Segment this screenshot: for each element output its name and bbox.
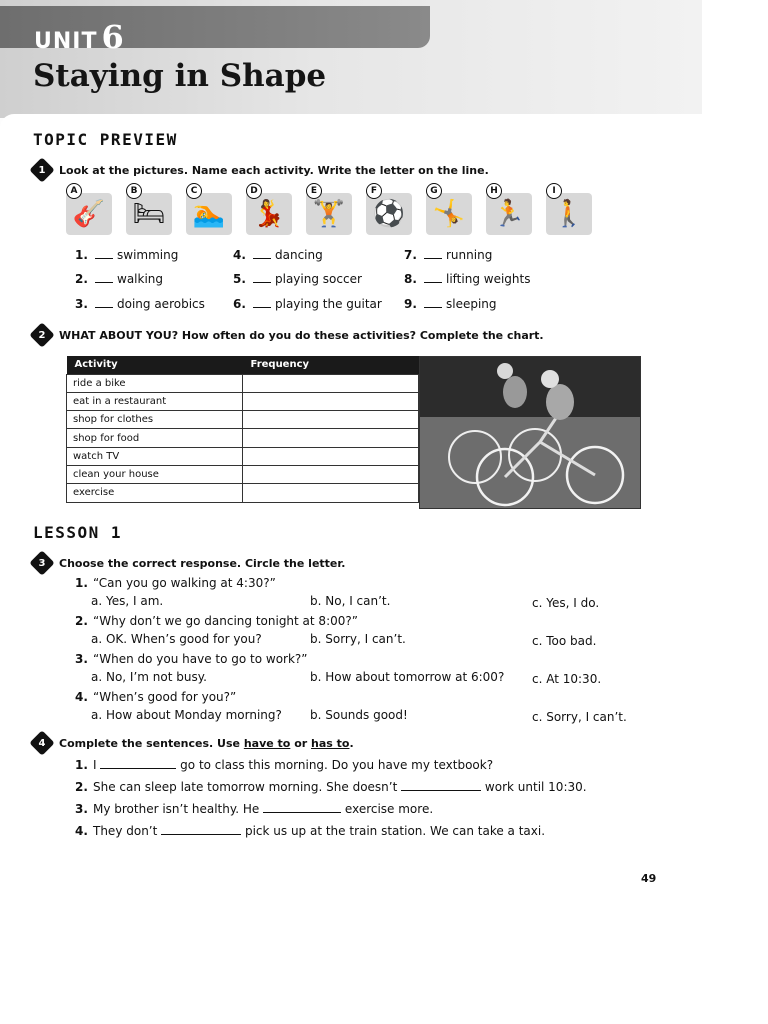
vocab-text: sleeping — [446, 297, 497, 311]
activity-icon: 🏃 — [486, 193, 532, 235]
sentence-number: 4. — [75, 824, 88, 838]
activity-icon: 💃 — [246, 193, 292, 235]
vocab-number: 3. — [75, 297, 88, 311]
sentence-answer-blank[interactable] — [401, 790, 481, 791]
lesson-1-heading: LESSON 1 — [33, 523, 123, 542]
answer-blank[interactable] — [253, 258, 271, 259]
sentence-item — [75, 758, 493, 772]
exercise-2-instruction — [33, 326, 544, 344]
option-a[interactable]: a. No, I’m not busy. — [91, 670, 207, 684]
sentence-number: 3. — [75, 802, 88, 816]
chart-activity-cell: shop for food — [67, 429, 243, 447]
chart-frequency-cell[interactable] — [243, 429, 419, 447]
chart-activity-cell: watch TV — [67, 447, 243, 465]
answer-blank[interactable] — [95, 307, 113, 308]
page-number: 49 — [641, 872, 657, 885]
chart-row — [67, 429, 419, 447]
exercise-1-text: Look at the pictures. Name each activity. Write the letter on the line. — [59, 163, 489, 177]
page-title: Staying in Shape — [33, 58, 327, 94]
chart-row — [67, 447, 419, 465]
question-number: 1. — [75, 576, 88, 590]
answer-blank[interactable] — [424, 258, 442, 259]
question-text: “Why don’t we go dancing tonight at 8:00?” — [93, 614, 358, 628]
unit-number: 6 — [101, 18, 125, 56]
sentence-before-blank: They don’t — [93, 824, 162, 838]
activity-icon: 🎸 — [66, 193, 112, 235]
chart-frequency-cell[interactable] — [243, 484, 419, 502]
option-b[interactable]: b. Sorry, I can’t. — [310, 632, 406, 646]
answer-blank[interactable] — [253, 307, 271, 308]
activity-picture-h — [486, 185, 532, 235]
picture-letter: G — [426, 183, 442, 199]
activity-icon: 🛏 — [126, 193, 172, 235]
option-c[interactable]: c. Sorry, I can’t. — [532, 710, 627, 724]
topic-preview-heading: TOPIC PREVIEW — [33, 130, 178, 149]
exercise-2-text: WHAT ABOUT YOU? How often do you do these activities? Complete the chart. — [59, 328, 544, 342]
question-text: “When’s good for you?” — [93, 690, 237, 704]
chart-header-activity: Activity — [67, 356, 243, 374]
vocab-item — [233, 272, 362, 286]
chart-frequency-cell[interactable] — [243, 374, 419, 392]
answer-blank[interactable] — [424, 307, 442, 308]
frequency-chart — [66, 356, 419, 503]
sentence-answer-blank[interactable] — [100, 768, 176, 769]
exercise-4-text: Complete the sentences. Use have to or has to. — [59, 736, 354, 750]
answer-blank[interactable] — [95, 282, 113, 283]
sentence-after-blank: work until 10:30. — [481, 780, 587, 794]
chart-activity-cell: exercise — [67, 484, 243, 502]
sentence-after-blank: pick us up at the train station. We can take a taxi. — [241, 824, 546, 838]
chart-row — [67, 374, 419, 392]
activity-picture-d — [246, 185, 292, 235]
chart-frequency-cell[interactable] — [243, 411, 419, 429]
vocab-text: doing aerobics — [117, 297, 205, 311]
vocab-item — [75, 272, 163, 286]
activity-picture-f — [366, 185, 412, 235]
picture-letter: D — [246, 183, 262, 199]
vocab-text: playing the guitar — [275, 297, 382, 311]
vocab-item — [75, 297, 205, 311]
question-number: 4. — [75, 690, 88, 704]
chart-activity-cell: shop for clothes — [67, 411, 243, 429]
vocab-text: playing soccer — [275, 272, 362, 286]
chart-row — [67, 484, 419, 502]
activity-pictures — [66, 185, 606, 235]
sentence-answer-blank[interactable] — [161, 834, 241, 835]
vocab-text: walking — [117, 272, 164, 286]
chart-row — [67, 392, 419, 410]
question-number: 2. — [75, 614, 88, 628]
answer-blank[interactable] — [424, 282, 442, 283]
chart-row — [67, 465, 419, 483]
picture-letter: B — [126, 183, 142, 199]
option-a[interactable]: a. OK. When’s good for you? — [91, 632, 262, 646]
sentence-item — [75, 802, 433, 816]
option-b[interactable]: b. How about tomorrow at 6:00? — [310, 670, 505, 684]
vocab-text: swimming — [117, 248, 179, 262]
activity-icon: 🏋 — [306, 193, 352, 235]
vocab-number: 2. — [75, 272, 88, 286]
activity-picture-c — [186, 185, 232, 235]
vocab-text: running — [446, 248, 493, 262]
sentence-before-blank: I — [93, 758, 101, 772]
exercise-3-badge: 3 — [29, 550, 54, 575]
chart-activity-cell: ride a bike — [67, 374, 243, 392]
question-number: 3. — [75, 652, 88, 666]
chart-frequency-cell[interactable] — [243, 447, 419, 465]
activity-icon: 🤸 — [426, 193, 472, 235]
sentence-after-blank: exercise more. — [341, 802, 434, 816]
unit-tab — [0, 6, 430, 56]
option-b[interactable]: b. Sounds good! — [310, 708, 408, 722]
answer-blank[interactable] — [95, 258, 113, 259]
vocab-number: 9. — [404, 297, 417, 311]
activity-icon: ⚽ — [366, 193, 412, 235]
option-a[interactable]: a. Yes, I am. — [91, 594, 164, 608]
cyclists-photo — [419, 356, 641, 509]
vocab-item — [233, 248, 323, 262]
question-text: “Can you go walking at 4:30?” — [93, 576, 276, 590]
exercise-4-badge: 4 — [29, 730, 54, 755]
answer-blank[interactable] — [253, 282, 271, 283]
chart-frequency-cell[interactable] — [243, 465, 419, 483]
vocab-number: 7. — [404, 248, 417, 262]
question-text: “When do you have to go to work?” — [93, 652, 308, 666]
picture-letter: E — [306, 183, 322, 199]
vocab-number: 4. — [233, 248, 246, 262]
question-prompt — [75, 690, 236, 704]
option-b[interactable]: b. No, I can’t. — [310, 594, 391, 608]
vocab-text: dancing — [275, 248, 323, 262]
chart-row — [67, 411, 419, 429]
picture-letter: C — [186, 183, 202, 199]
vocab-item — [404, 297, 497, 311]
chart-activity-cell: eat in a restaurant — [67, 392, 243, 410]
activity-picture-b — [126, 185, 172, 235]
sentence-number: 2. — [75, 780, 88, 794]
chart-header-frequency: Frequency — [243, 356, 419, 374]
activity-picture-i — [546, 185, 592, 235]
sentence-item — [75, 824, 545, 838]
vocab-number: 6. — [233, 297, 246, 311]
sentence-item — [75, 780, 587, 794]
vocab-item — [404, 272, 530, 286]
vocab-number: 1. — [75, 248, 88, 262]
sentence-number: 1. — [75, 758, 88, 772]
vocab-text: lifting weights — [446, 272, 531, 286]
exercise-1-badge: 1 — [29, 157, 54, 182]
option-c[interactable]: c. At 10:30. — [532, 672, 602, 686]
sentence-before-blank: She can sleep late tomorrow morning. She doesn’t — [93, 780, 402, 794]
unit-word: UNIT — [34, 29, 98, 54]
option-c[interactable]: c. Too bad. — [532, 634, 597, 648]
exercise-3-instruction — [33, 554, 345, 572]
chart-frequency-cell[interactable] — [243, 392, 419, 410]
cyclists-illustration — [420, 357, 641, 509]
vocab-number: 5. — [233, 272, 246, 286]
picture-letter: I — [546, 183, 562, 199]
sentence-answer-blank[interactable] — [263, 812, 341, 813]
activity-picture-a — [66, 185, 112, 235]
exercise-1-instruction — [33, 161, 489, 179]
option-a[interactable]: a. How about Monday morning? — [91, 708, 282, 722]
exercise-4-instruction — [33, 734, 354, 752]
vocab-item — [404, 248, 492, 262]
sentence-before-blank: My brother isn’t healthy. He — [93, 802, 264, 816]
activity-picture-e — [306, 185, 352, 235]
activity-picture-g — [426, 185, 472, 235]
picture-letter: A — [66, 183, 82, 199]
vocab-number: 8. — [404, 272, 417, 286]
chart-activity-cell: clean your house — [67, 465, 243, 483]
option-c[interactable]: c. Yes, I do. — [532, 596, 600, 610]
exercise-2-badge: 2 — [29, 322, 54, 347]
unit-label — [34, 18, 125, 56]
vocab-item — [233, 297, 382, 311]
sentence-after-blank: go to class this morning. Do you have my textbook? — [176, 758, 494, 772]
activity-icon: 🚶 — [546, 193, 592, 235]
vocab-item — [75, 248, 178, 262]
question-prompt — [75, 652, 308, 666]
activity-icon: 🏊 — [186, 193, 232, 235]
exercise-3-text: Choose the correct response. Circle the letter. — [59, 556, 346, 570]
picture-letter: F — [366, 183, 382, 199]
question-prompt — [75, 576, 276, 590]
picture-letter: H — [486, 183, 502, 199]
question-prompt — [75, 614, 358, 628]
